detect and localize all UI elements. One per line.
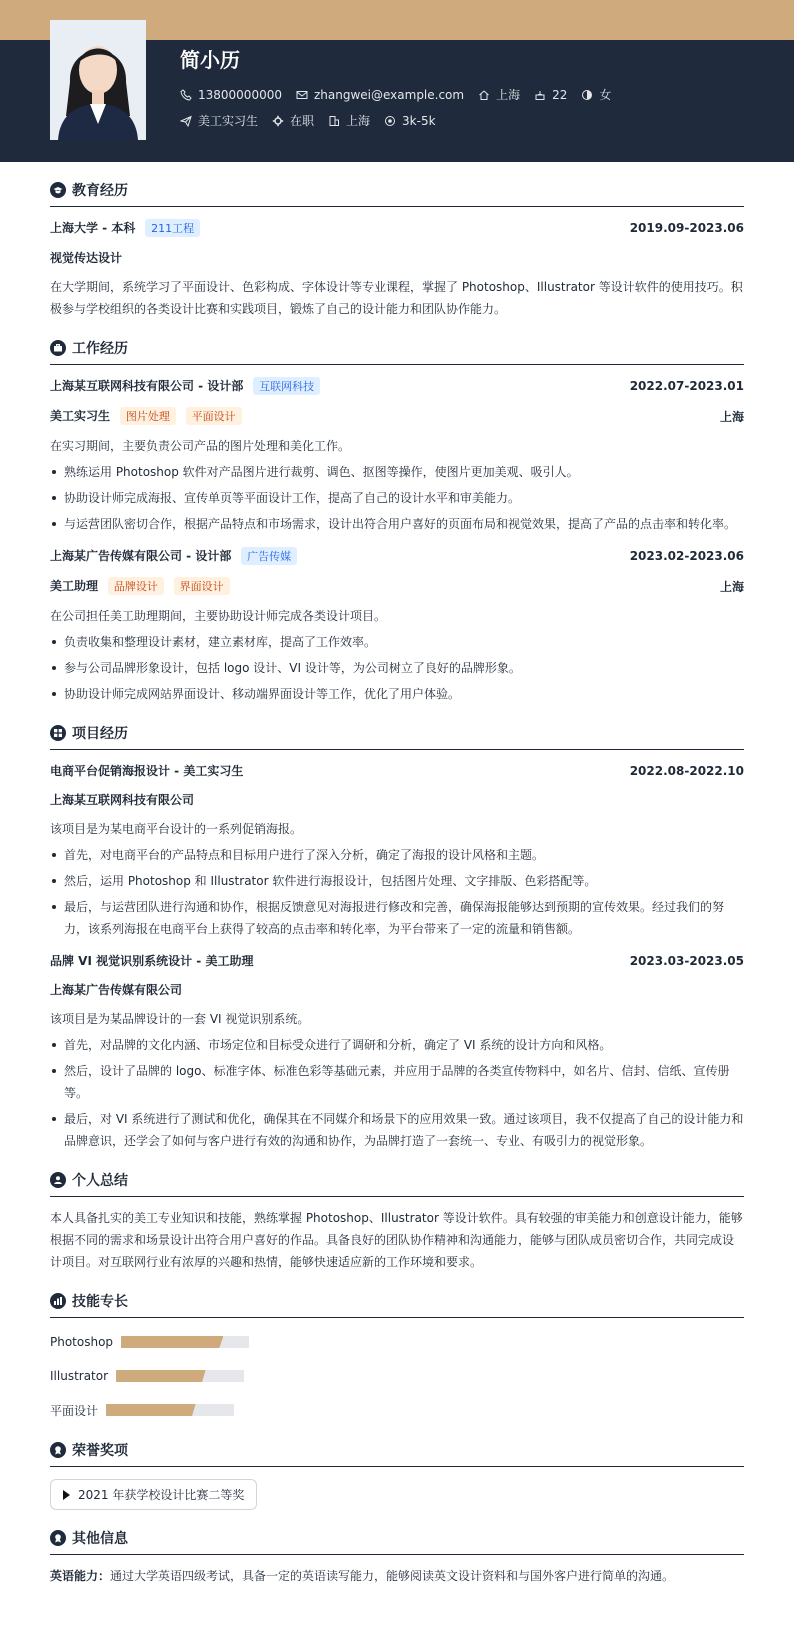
education-date: 2019.09-2023.06 <box>629 221 744 235</box>
bullet-item: 参与公司品牌形象设计，包括 logo 设计、VI 设计等，为公司树立了良好的品牌形象。 <box>50 657 744 679</box>
gender-text: 女 <box>599 88 612 102</box>
send-icon <box>180 115 192 127</box>
intent-city <box>328 112 370 129</box>
intent-salary <box>384 114 436 128</box>
resume-content <box>0 180 794 1587</box>
school-name: 上海大学 - 本科 <box>50 221 136 235</box>
work-section-title: 工作经历 <box>50 338 744 365</box>
skill-bar-fill <box>116 1370 206 1382</box>
status-icon <box>272 115 284 127</box>
salary-icon <box>384 115 396 127</box>
contact-city <box>478 86 520 103</box>
other-section-title: 其他信息 <box>50 1528 744 1555</box>
work-date: 2022.07-2023.01 <box>629 379 744 393</box>
education-header-row <box>50 219 744 237</box>
position-text: 美工实习生 <box>198 114 259 128</box>
work-role: 美工实习生 <box>50 409 111 423</box>
work-role-row <box>50 407 744 425</box>
intent-position <box>180 112 258 129</box>
skill-name: Illustrator <box>50 1369 109 1383</box>
projects-section-title: 项目经历 <box>50 723 744 750</box>
bullet-item: 负责收集和整理设计素材，建立素材库，提高了工作效率。 <box>50 631 744 653</box>
industry-tag: 互联网科技 <box>253 377 320 395</box>
city-text: 上海 <box>496 88 521 102</box>
age-text: 22 <box>552 87 568 102</box>
cake-icon <box>534 89 546 101</box>
project-company: 上海某广告传媒有限公司 <box>50 983 183 997</box>
intent-city-text: 上海 <box>346 114 371 128</box>
resume-header <box>0 40 794 162</box>
skills-list <box>50 1328 744 1430</box>
bullet-item: 首先，对电商平台的产品特点和目标用户进行了深入分析，确定了海报的设计风格和主题。 <box>50 844 744 866</box>
bullet-item: 与运营团队密切合作，根据产品特点和市场需求，设计出符合用户喜好的页面布局和视觉效果，提高了产品的点击率和转化率。 <box>50 513 744 535</box>
industry-tag: 广告传媒 <box>241 547 297 565</box>
award-item[interactable] <box>50 1479 257 1510</box>
intent-status <box>272 112 314 129</box>
skill-tag: 品牌设计 <box>108 577 164 595</box>
project-name: 电商平台促销海报设计 - 美工实习生 <box>50 764 244 778</box>
user-icon <box>50 1172 66 1188</box>
skill-item <box>50 1328 400 1356</box>
status-text: 在职 <box>290 114 315 128</box>
award-icon <box>50 1442 66 1458</box>
skill-bar <box>116 1370 244 1382</box>
bullet-item: 最后，与运营团队进行沟通和协作，根据反馈意见对海报进行修改和完善，确保海报能够达到预期的宣传效果。经过我们的努力，该系列海报在电商平台上获得了较高的点击率和转化率，为平台带来了一定的流量和销售额。 <box>50 896 744 940</box>
gender-icon <box>581 89 593 101</box>
project-company: 上海某互联网科技有限公司 <box>50 793 195 807</box>
work-item <box>50 547 744 705</box>
contact-gender <box>581 86 611 103</box>
bullet-item: 熟练运用 Photoshop 软件对产品图片进行裁剪、调色、抠图等操作，使图片更加美观、吸引人。 <box>50 461 744 483</box>
project-date: 2023.03-2023.05 <box>629 953 744 968</box>
mail-icon <box>296 89 308 101</box>
project-name: 品牌 VI 视觉识别系统设计 - 美工助理 <box>50 954 254 968</box>
play-icon <box>63 1490 70 1500</box>
phone-text: 13800000000 <box>198 87 282 102</box>
briefcase-icon <box>50 340 66 356</box>
skill-tag: 界面设计 <box>174 577 230 595</box>
bullet-item: 然后，运用 Photoshop 和 Illustrator 软件进行海报设计，包括图片处理、文字排版、色彩搭配等。 <box>50 870 744 892</box>
contact-age <box>534 88 567 102</box>
skill-bar <box>121 1336 249 1348</box>
skill-name: Photoshop <box>50 1335 114 1349</box>
work-location: 上海 <box>719 409 744 424</box>
work-role-row <box>50 577 744 595</box>
bullet-item: 最后，对 VI 系统进行了测试和优化，确保其在不同媒介和场景下的应用效果一致。通过该项目，我不仅提高了自己的设计能力和品牌意识，还学会了如何与客户进行有效的沟通和协作，为品牌打造了一套统一、专业、有吸引力的视觉形象。 <box>50 1108 744 1152</box>
work-summary: 在实习期间，主要负责公司产品的图片处理和美化工作。 <box>50 439 351 453</box>
award-text: 2021 年获学校设计比赛二等奖 <box>78 1488 245 1502</box>
education-section-title: 教育经历 <box>50 180 744 207</box>
bullet-item: 首先，对品牌的文化内涵、市场定位和目标受众进行了调研和分析，确定了 VI 系统的设计方向和风格。 <box>50 1034 744 1056</box>
contact-row <box>180 86 625 103</box>
awards-section-title: 荣誉奖项 <box>50 1440 744 1467</box>
project-item <box>50 952 744 1152</box>
work-item <box>50 377 744 535</box>
work-date: 2023.02-2023.06 <box>629 549 744 563</box>
project-bullets <box>50 1034 744 1152</box>
project-summary: 该项目是为某电商平台设计的一系列促销海报。 <box>50 822 303 836</box>
other-label: 英语能力： <box>50 1569 111 1583</box>
other-text: 通过大学英语四级考试，具备一定的英语读写能力，能够阅读英文设计资料和与国外客户进行简单的沟通。 <box>110 1569 675 1583</box>
project-header-row <box>50 762 744 779</box>
summary-text: 本人具备扎实的美工专业知识和技能，熟练掌握 Photoshop、Illustrator 等设计软件。具有较强的审美能力和创意设计能力，能够根据不同的需求和场景设计出符合用户喜好的作品。具备良好的团队协作精神和沟通能力，能够与团队成员密切合作，共同完成设计项目。对互联网行业有浓厚的兴趣和热情，能够快速适应新的工作环境和要求。 <box>50 1211 743 1269</box>
skill-tag: 平面设计 <box>186 407 242 425</box>
company-name: 上海某互联网科技有限公司 - 设计部 <box>50 379 244 393</box>
skill-bar <box>106 1404 234 1416</box>
school-tag: 211工程 <box>145 219 200 237</box>
work-summary: 在公司担任美工助理期间，主要协助设计师完成各类设计项目。 <box>50 609 387 623</box>
work-header-row <box>50 547 744 565</box>
project-bullets <box>50 844 744 940</box>
education-description: 在大学期间，系统学习了平面设计、色彩构成、字体设计等专业课程，掌握了 Photoshop、Illustrator 等设计软件的使用技巧。积极参与学校组织的各类设计比赛和实践项目，锻炼了自己的设计能力和团队协作能力。 <box>50 280 743 316</box>
project-item <box>50 762 744 940</box>
work-bullets <box>50 631 744 705</box>
bullet-item: 协助设计师完成网站界面设计、移动端界面设计等工作，优化了用户体验。 <box>50 683 744 705</box>
home-icon <box>478 89 490 101</box>
email-text: zhangwei@example.com <box>313 87 465 102</box>
skill-bar-fill <box>121 1336 223 1348</box>
work-location: 上海 <box>719 579 744 594</box>
project-header-row <box>50 952 744 969</box>
skill-item <box>50 1396 400 1424</box>
skill-item <box>50 1362 400 1390</box>
other-info <box>50 1565 744 1587</box>
candidate-name: 简小历 <box>180 48 240 72</box>
contact-phone <box>180 88 282 102</box>
graduation-cap-icon <box>50 182 66 198</box>
profile-photo <box>50 20 146 140</box>
work-role: 美工助理 <box>50 579 99 593</box>
skills-section-title: 技能专长 <box>50 1291 744 1318</box>
skill-name: 平面设计 <box>50 1403 99 1418</box>
project-summary: 该项目是为某品牌设计的一套 VI 视觉识别系统。 <box>50 1012 310 1026</box>
bullet-item: 然后，设计了品牌的 logo、标准字体、标准色彩等基础元素，并应用于品牌的各类宣传物料中，如名片、信封、信纸、宣传册等。 <box>50 1060 744 1104</box>
building-icon <box>328 115 340 127</box>
award-icon <box>50 1530 66 1546</box>
bar-chart-icon <box>50 1293 66 1309</box>
salary-text: 3k-5k <box>402 113 436 128</box>
intent-row <box>180 112 450 129</box>
bullet-item: 协助设计师完成海报、宣传单页等平面设计工作，提高了自己的设计水平和审美能力。 <box>50 487 744 509</box>
contact-email <box>296 88 464 102</box>
skill-bar-fill <box>106 1404 196 1416</box>
education-major: 视觉传达设计 <box>50 251 123 265</box>
grid-icon <box>50 725 66 741</box>
work-bullets <box>50 461 744 535</box>
summary-section-title: 个人总结 <box>50 1170 744 1197</box>
project-date: 2022.08-2022.10 <box>629 763 744 778</box>
company-name: 上海某广告传媒有限公司 - 设计部 <box>50 549 232 563</box>
skill-tag: 图片处理 <box>120 407 176 425</box>
phone-icon <box>180 89 192 101</box>
work-header-row <box>50 377 744 395</box>
